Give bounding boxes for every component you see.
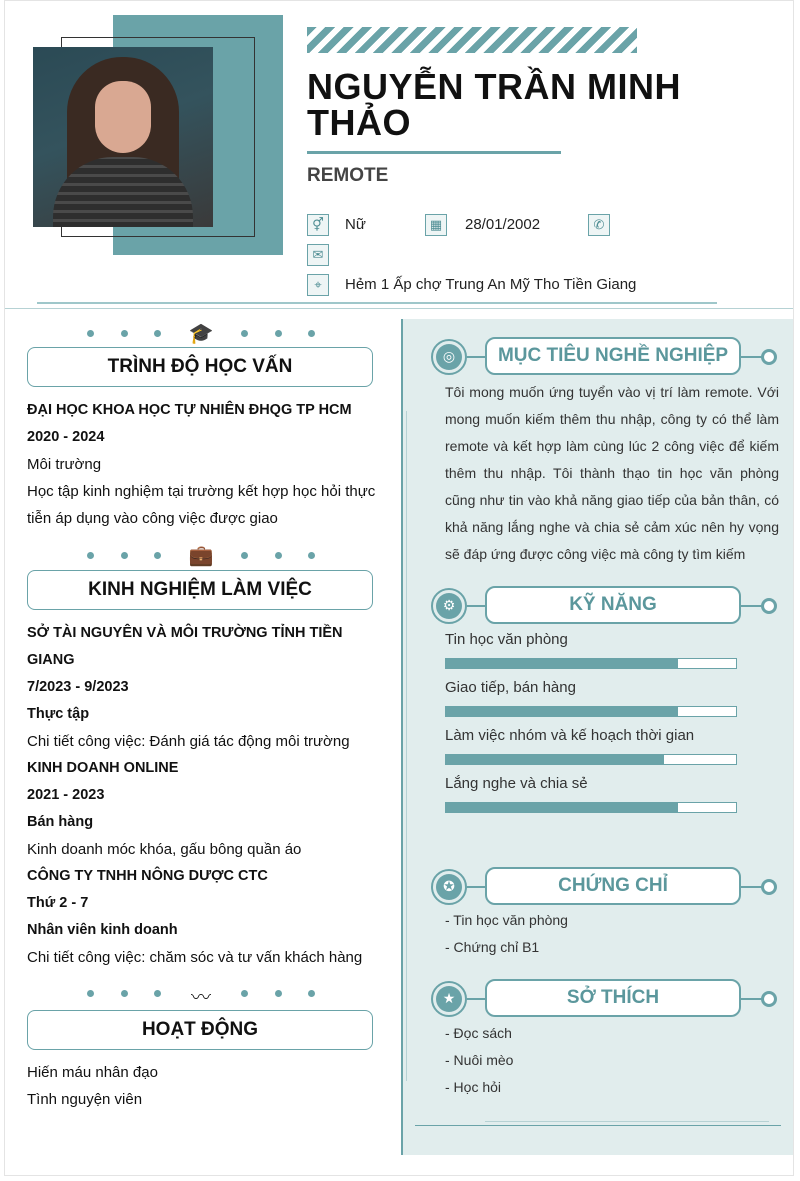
skill-name: Giao tiếp, bán hàng (445, 679, 576, 696)
birthday-value: 28/01/2002 (465, 216, 541, 233)
job-position: Thực tập (27, 706, 90, 722)
objective-text: Tôi mong muốn ứng tuyển vào vị trí làm remote. Với mong muốn kiếm thêm thu nhập, công ty có thể làm remote và kết hợp làm cùng lúc 2 công việc để kiếm thêm thu nhập. Tôi thành thạo tin học văn phòng cũng như tin vào khả năng giao tiếp của bản thân, có khả năng lắng nghe và chia sẻ cảm xúc nên hy vọng sẽ đáp ứng được công việc mà công ty tìm kiếm (445, 384, 779, 562)
activities-section (27, 1059, 377, 1113)
target-icon: ◎ (436, 344, 462, 370)
skills-header (431, 586, 777, 626)
star-icon: ★ (436, 986, 462, 1012)
job-company: KINH DOANH ONLINE (27, 760, 179, 776)
skills-heading: KỸ NĂNG (485, 586, 741, 624)
header-divider (37, 302, 717, 304)
skill-level (446, 659, 678, 668)
name-underline (307, 151, 561, 154)
skill-name: Tin học văn phòng (445, 631, 568, 648)
certificate-item: - Tin học văn phòng (445, 912, 568, 928)
job-title: REMOTE (307, 165, 389, 186)
activities-dots (27, 981, 375, 1007)
certificates-list (445, 907, 568, 961)
skill-level (446, 707, 678, 716)
activity-item: Hiến máu nhân đạo (27, 1064, 158, 1081)
education-major: Môi trường (27, 456, 102, 473)
bottom-divider (415, 1125, 781, 1126)
job-detail: Chi tiết công việc: Đánh giá tác động môi trường (27, 733, 350, 750)
graduation-cap-icon: 🎓 (188, 321, 214, 345)
skill-level (446, 803, 678, 812)
hobby-item: - Nuôi mèo (445, 1052, 514, 1068)
hobbies-header (431, 979, 777, 1019)
hobbies-heading: SỞ THÍCH (485, 979, 741, 1017)
skill-bar (445, 754, 737, 765)
job-period: 7/2023 - 9/2023 (27, 679, 129, 695)
decorative-stripe (307, 27, 637, 53)
hobbies-list (445, 1020, 513, 1101)
right-panel-inner-line (406, 411, 407, 1081)
objective-header (431, 337, 777, 377)
certificates-heading: CHỨNG CHỈ (485, 867, 741, 905)
skill-name: Làm việc nhóm và kế hoạch thời gian (445, 727, 695, 744)
address-value: Hẻm 1 Ấp chợ Trung An Mỹ Tho Tiền Giang (345, 276, 637, 293)
award-icon: ✪ (436, 874, 462, 900)
phone-icon: ✆ (588, 214, 610, 236)
certificate-item: - Chứng chỉ B1 (445, 939, 540, 955)
experience-section (27, 620, 377, 971)
cv-page (4, 0, 794, 1176)
objective-heading: MỤC TIÊU NGHỀ NGHIỆP (485, 337, 741, 375)
activities-heading: HOẠT ĐỘNG (27, 1010, 373, 1050)
skill-bar (445, 802, 737, 813)
gender-icon: ⚥ (307, 214, 329, 236)
header-divider-thin (5, 308, 794, 309)
hobby-item: - Đọc sách (445, 1025, 512, 1041)
job-period: Thứ 2 - 7 (27, 895, 89, 911)
certificates-header (431, 867, 777, 907)
gender-value: Nữ (345, 216, 366, 233)
briefcase-icon: 💼 (188, 543, 214, 567)
education-section (27, 397, 377, 532)
skill-name: Lắng nghe và chia sẻ (445, 775, 588, 792)
profile-photo (33, 47, 213, 227)
candidate-name: NGUYỄN TRẦN MINH THẢO (307, 66, 681, 143)
hobby-item: - Học hỏi (445, 1079, 502, 1095)
experience-heading: KINH NGHIỆM LÀM VIỆC (27, 570, 373, 610)
experience-dots (27, 543, 375, 569)
job-company: CÔNG TY TNHH NÔNG DƯỢC CTC (27, 868, 268, 884)
job-detail: Chi tiết công việc: chăm sóc và tư vấn khách hàng (27, 949, 363, 966)
education-school: ĐẠI HỌC KHOA HỌC TỰ NHIÊN ĐHQG TP HCM (27, 402, 352, 418)
right-panel-border (401, 319, 403, 1155)
location-icon: ⌖ (307, 274, 329, 296)
job-company: SỞ TÀI NGUYÊN VÀ MÔI TRƯỜNG TỈNH TIỀN GIANG (27, 625, 343, 668)
bottom-divider-thin (485, 1121, 769, 1122)
skill-bar (445, 658, 737, 669)
education-period: 2020 - 2024 (27, 429, 105, 445)
gear-icon: ⚙ (436, 593, 462, 619)
education-description: Học tập kinh nghiệm tại trường kết hợp học hỏi thực tiễn áp dụng vào công việc được giao (27, 483, 376, 527)
job-position: Nhân viên kinh doanh (27, 922, 178, 938)
skill-level (446, 755, 664, 764)
calendar-icon: ▦ (425, 214, 447, 236)
education-dots (27, 321, 375, 347)
job-detail: Kinh doanh móc khóa, gấu bông quần áo (27, 841, 302, 858)
education-heading: TRÌNH ĐỘ HỌC VẤN (27, 347, 373, 387)
job-position: Bán hàng (27, 814, 94, 830)
activity-item: Tình nguyện viên (27, 1091, 143, 1108)
job-period: 2021 - 2023 (27, 787, 105, 803)
pulse-icon: 〰 (191, 985, 211, 1009)
email-icon: ✉ (307, 244, 329, 266)
skill-bar (445, 706, 737, 717)
